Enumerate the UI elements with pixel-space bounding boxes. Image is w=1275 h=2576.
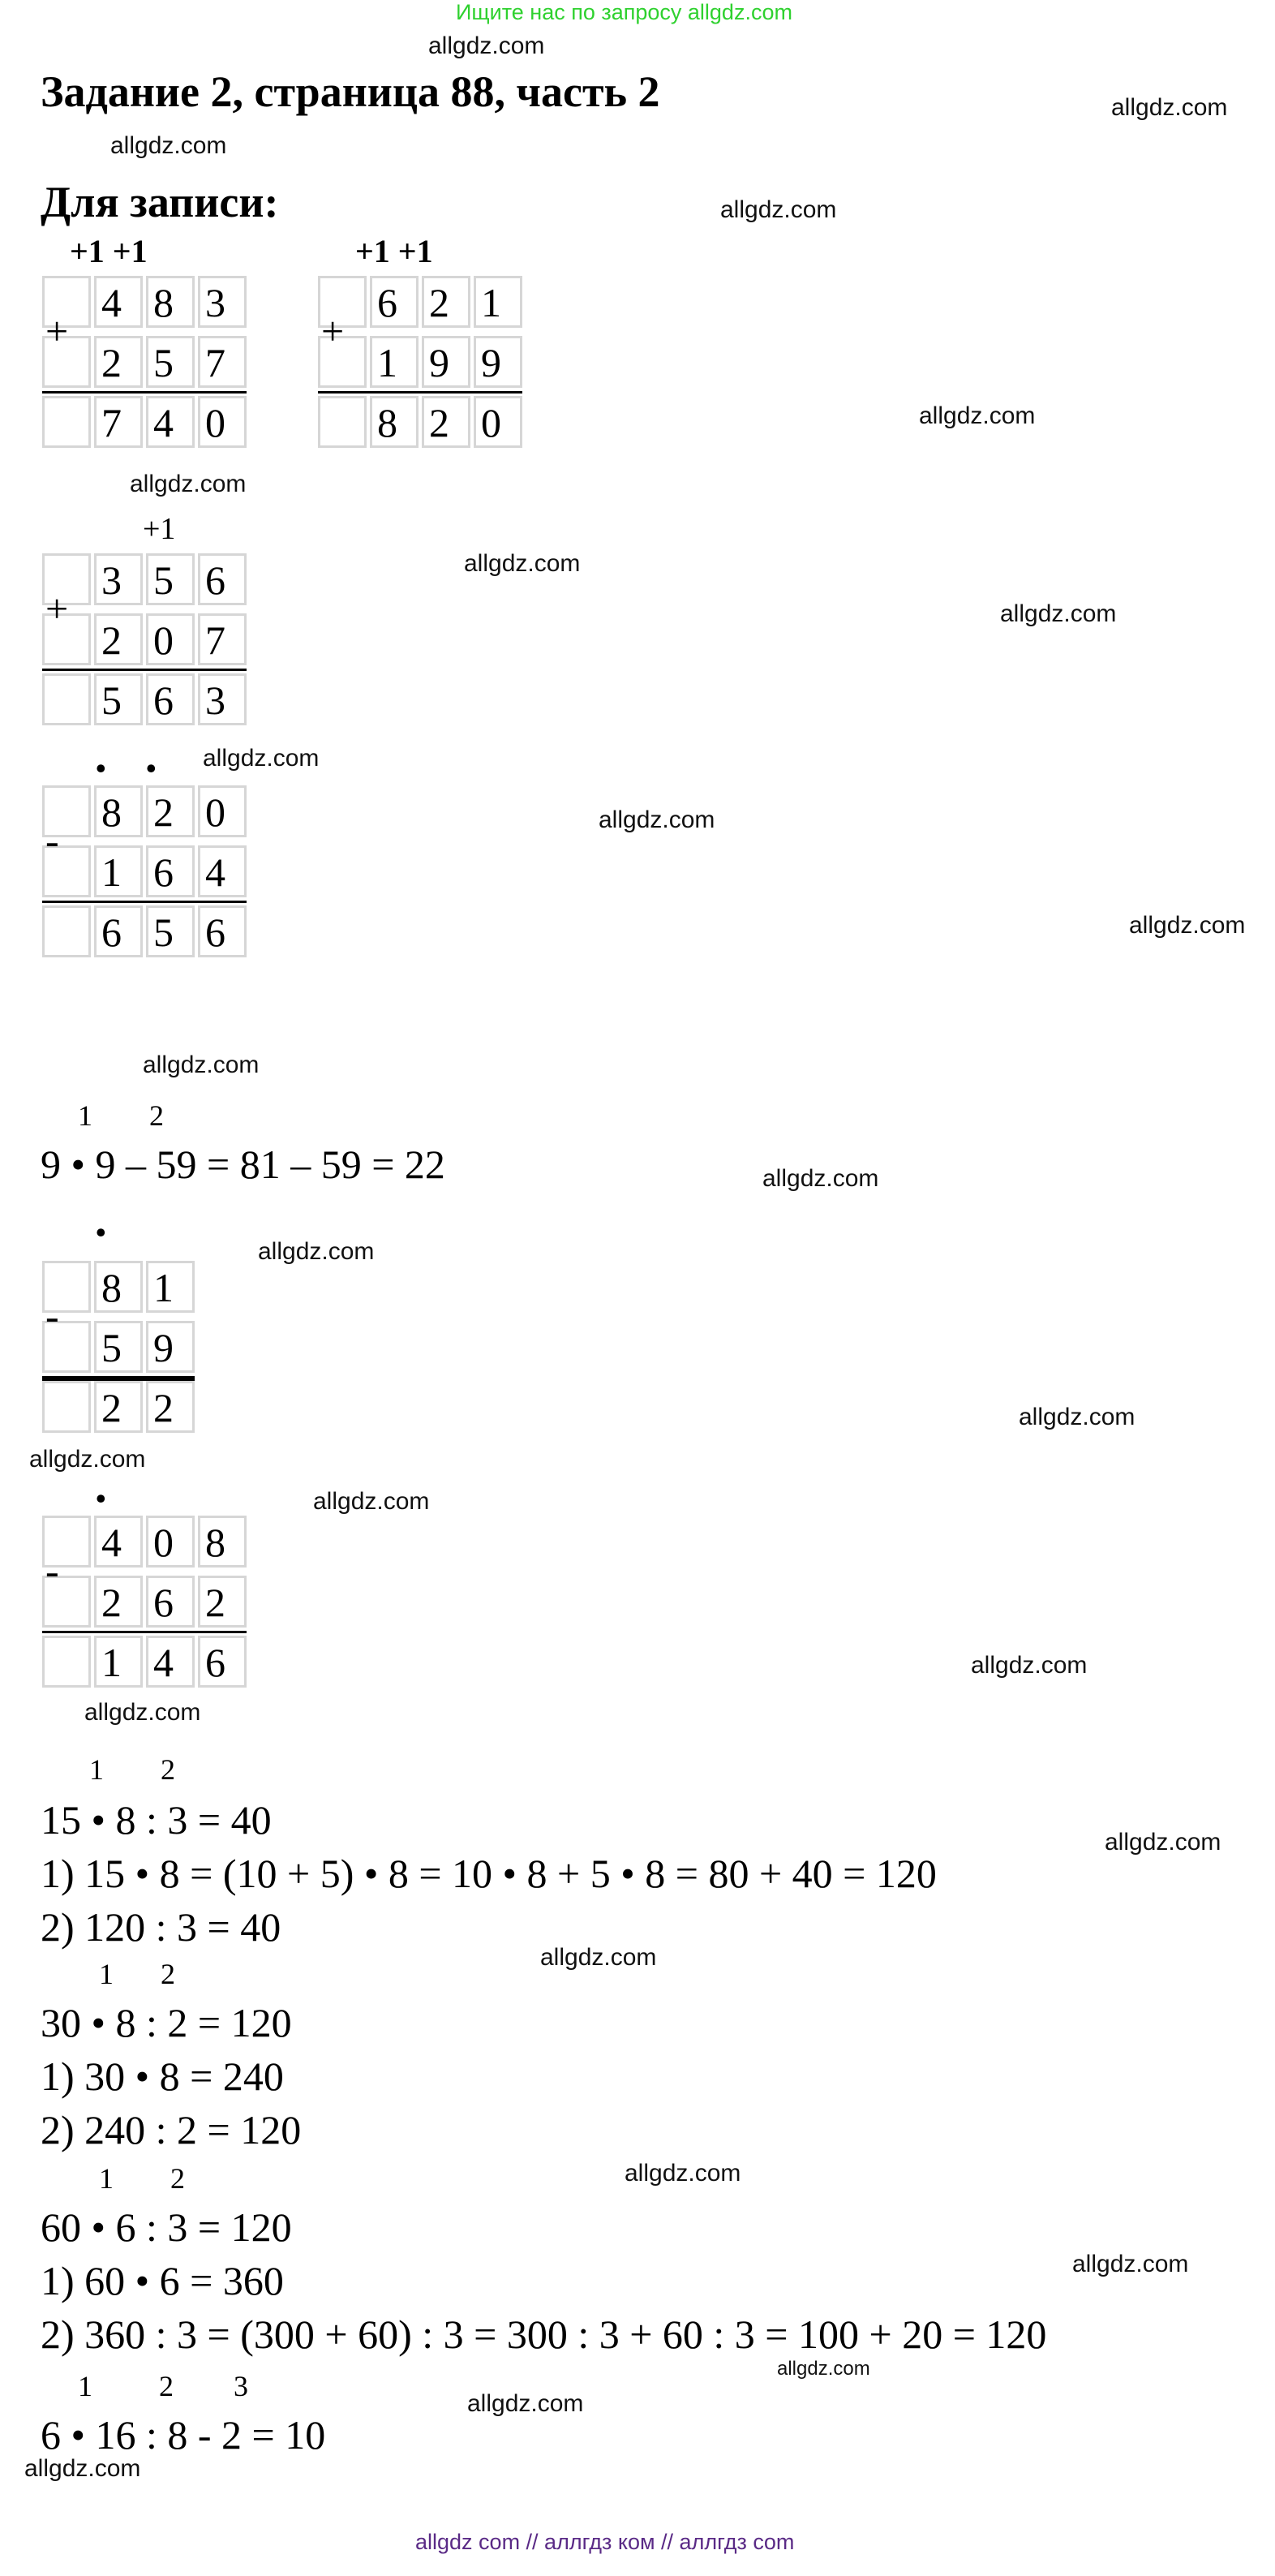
watermark: allgdz.com bbox=[84, 1699, 201, 1726]
result-digit: 2 bbox=[94, 1381, 143, 1433]
sum-line bbox=[42, 1376, 195, 1381]
operand-digit: 5 bbox=[146, 553, 195, 605]
order-index: 2 bbox=[161, 1958, 175, 1990]
expression-line: 6 • 16 : 8 - 2 = 10 bbox=[41, 2412, 326, 2458]
operand-digit: 3 bbox=[198, 276, 247, 328]
operand-digit: 4 bbox=[198, 845, 247, 897]
watermark: allgdz.com bbox=[203, 745, 320, 772]
watermark: allgdz.com bbox=[428, 32, 545, 59]
minus-sign: - bbox=[45, 1293, 59, 1339]
watermark: allgdz.com bbox=[971, 1652, 1088, 1679]
operand-digit: 7 bbox=[198, 613, 247, 665]
result-digit: 7 bbox=[94, 396, 143, 448]
watermark: allgdz.com bbox=[313, 1488, 430, 1515]
order-index: 1 bbox=[78, 1099, 92, 1132]
watermark: allgdz.com bbox=[720, 196, 837, 223]
operand-digit: 0 bbox=[146, 613, 195, 665]
sum-line bbox=[318, 391, 522, 393]
operand-digit: 8 bbox=[94, 785, 143, 837]
operand-digit: 4 bbox=[94, 276, 143, 328]
watermark: allgdz.com bbox=[29, 1446, 146, 1473]
result-digit: 5 bbox=[94, 673, 143, 725]
order-index: 1 bbox=[78, 2370, 92, 2402]
order-index: 2 bbox=[161, 1753, 175, 1786]
watermark: allgdz.com bbox=[1111, 94, 1228, 121]
result-digit: 6 bbox=[198, 1636, 247, 1688]
watermark: allgdz.com bbox=[143, 1051, 260, 1078]
operand-digit: 0 bbox=[198, 785, 247, 837]
result-digit: 2 bbox=[422, 396, 470, 448]
result-digit: 4 bbox=[146, 1636, 195, 1688]
solution-step: 2) 240 : 2 = 120 bbox=[41, 2107, 302, 2152]
expression-line: 9 • 9 – 59 = 81 – 59 = 22 bbox=[41, 1142, 445, 1187]
result-digit: 6 bbox=[198, 905, 247, 957]
result-digit: 5 bbox=[146, 905, 195, 957]
expression-line: 30 • 8 : 2 = 120 bbox=[41, 2000, 292, 2045]
minus-sign: - bbox=[45, 818, 59, 863]
operand-digit: 9 bbox=[474, 336, 522, 388]
watermark: allgdz.com bbox=[625, 2160, 741, 2187]
operand-digit: 2 bbox=[94, 613, 143, 665]
sum-line bbox=[42, 901, 247, 903]
operand-digit: 6 bbox=[198, 553, 247, 605]
grid-cell-empty bbox=[42, 1636, 91, 1688]
solution-step: 1) 15 • 8 = (10 + 5) • 8 = 10 • 8 + 5 • 8 = 80 + 40 = 120 bbox=[41, 1851, 937, 1896]
borrow-dot: • bbox=[96, 1216, 106, 1249]
watermark: allgdz.com bbox=[599, 806, 715, 833]
watermark: allgdz.com bbox=[919, 402, 1036, 429]
plus-sign: + bbox=[321, 308, 345, 354]
page-title: Задание 2, страница 88, часть 2 bbox=[41, 67, 660, 116]
watermark: allgdz.com bbox=[258, 1238, 375, 1265]
expression-line: 60 • 6 : 3 = 120 bbox=[41, 2204, 292, 2250]
result-digit: 8 bbox=[370, 396, 419, 448]
operand-digit: 2 bbox=[422, 276, 470, 328]
grid-cell-empty bbox=[42, 1381, 91, 1433]
operand-digit: 8 bbox=[146, 276, 195, 328]
watermark: allgdz.com bbox=[1072, 2251, 1189, 2277]
sum-line bbox=[42, 1631, 247, 1633]
solution-step: 2) 360 : 3 = (300 + 60) : 3 = 300 : 3 + 60 : 3 = 100 + 20 = 120 bbox=[41, 2312, 1047, 2357]
operand-digit: 5 bbox=[94, 1321, 143, 1373]
borrow-dot: • bbox=[96, 752, 106, 785]
operand-digit: 8 bbox=[94, 1261, 143, 1313]
result-digit: 6 bbox=[94, 905, 143, 957]
operand-digit: 8 bbox=[198, 1516, 247, 1568]
operand-digit: 6 bbox=[146, 1576, 195, 1628]
carry-mark: +1 +1 bbox=[355, 233, 433, 269]
watermark: allgdz.com bbox=[777, 2358, 870, 2380]
operand-digit: 2 bbox=[94, 1576, 143, 1628]
order-index: 3 bbox=[234, 2370, 248, 2402]
watermark: allgdz.com bbox=[24, 2455, 141, 2482]
operand-digit: 1 bbox=[474, 276, 522, 328]
expression-line: 15 • 8 : 3 = 40 bbox=[41, 1797, 272, 1843]
operand-digit: 5 bbox=[146, 336, 195, 388]
operand-digit: 2 bbox=[94, 336, 143, 388]
carry-mark: +1 +1 bbox=[70, 233, 148, 269]
solution-step: 2) 120 : 3 = 40 bbox=[41, 1904, 281, 1950]
operand-digit: 0 bbox=[146, 1516, 195, 1568]
result-digit: 4 bbox=[146, 396, 195, 448]
watermark: allgdz.com bbox=[540, 1944, 657, 1971]
borrow-dot: • bbox=[146, 752, 157, 785]
borrow-dot: • bbox=[96, 1482, 106, 1515]
operand-digit: 1 bbox=[94, 845, 143, 897]
result-digit: 6 bbox=[146, 673, 195, 725]
result-digit: 2 bbox=[146, 1381, 195, 1433]
watermark: allgdz.com bbox=[464, 550, 581, 577]
solution-step: 1) 30 • 8 = 240 bbox=[41, 2053, 284, 2099]
plus-sign: + bbox=[45, 308, 69, 354]
operand-digit: 1 bbox=[370, 336, 419, 388]
operand-digit: 7 bbox=[198, 336, 247, 388]
grid-cell-empty bbox=[42, 673, 91, 725]
operand-digit: 9 bbox=[146, 1321, 195, 1373]
order-index: 2 bbox=[149, 1099, 164, 1132]
result-digit: 1 bbox=[94, 1636, 143, 1688]
order-index: 1 bbox=[99, 1958, 114, 1990]
sum-line bbox=[42, 669, 247, 671]
operand-digit: 4 bbox=[94, 1516, 143, 1568]
carry-mark: +1 bbox=[143, 512, 176, 546]
watermark: allgdz.com bbox=[1000, 600, 1117, 627]
result-digit: 0 bbox=[198, 396, 247, 448]
plus-sign: + bbox=[45, 586, 69, 631]
watermark: allgdz.com bbox=[467, 2390, 584, 2417]
result-digit: 3 bbox=[198, 673, 247, 725]
watermark: allgdz.com bbox=[1129, 912, 1246, 939]
sum-line bbox=[42, 391, 247, 393]
watermark: allgdz.com bbox=[762, 1165, 879, 1192]
operand-digit: 2 bbox=[146, 785, 195, 837]
order-index: 2 bbox=[159, 2370, 174, 2402]
result-digit: 0 bbox=[474, 396, 522, 448]
grid-cell-empty bbox=[318, 396, 367, 448]
watermark: allgdz.com bbox=[130, 471, 247, 497]
grid-cell-empty bbox=[42, 396, 91, 448]
operand-digit: 6 bbox=[146, 845, 195, 897]
minus-sign: - bbox=[45, 1548, 59, 1593]
operand-digit: 2 bbox=[198, 1576, 247, 1628]
solution-step: 1) 60 • 6 = 360 bbox=[41, 2258, 284, 2303]
watermark: allgdz.com bbox=[1019, 1404, 1135, 1430]
order-index: 1 bbox=[89, 1753, 104, 1786]
order-index: 1 bbox=[99, 2162, 114, 2195]
section-heading: Для записи: bbox=[41, 178, 279, 226]
footer-links[interactable]: allgdz com // аллгдз ком // аллгдз com bbox=[415, 2530, 795, 2554]
operand-digit: 6 bbox=[370, 276, 419, 328]
grid-cell-empty bbox=[42, 905, 91, 957]
order-index: 2 bbox=[170, 2162, 185, 2195]
top-search-link[interactable]: Ищите нас по запросу allgdz.com bbox=[456, 0, 792, 24]
operand-digit: 9 bbox=[422, 336, 470, 388]
watermark: allgdz.com bbox=[1105, 1829, 1221, 1856]
operand-digit: 1 bbox=[146, 1261, 195, 1313]
watermark: allgdz.com bbox=[110, 132, 227, 159]
operand-digit: 3 bbox=[94, 553, 143, 605]
